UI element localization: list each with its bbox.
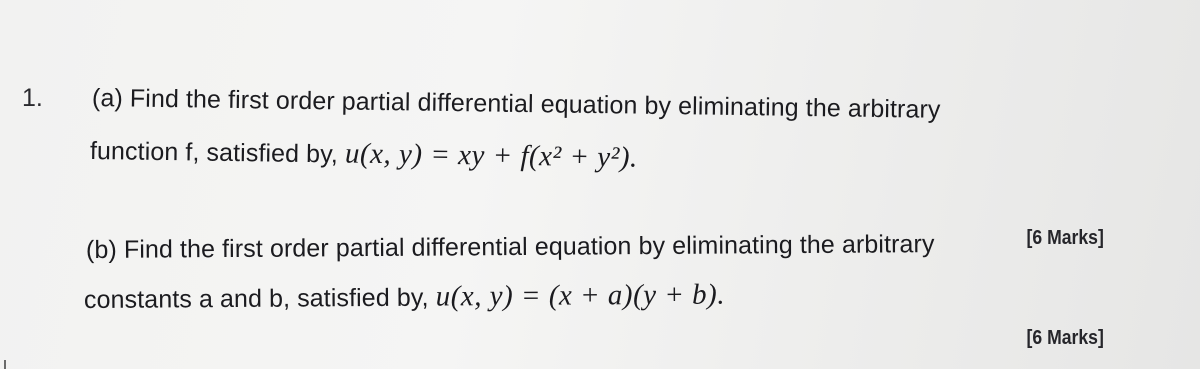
part-a-marks: [6 Marks] <box>1026 227 1104 249</box>
part-a-line-2 <box>90 134 638 175</box>
part-a-line-1: (a) Find the first order partial differential equation by eliminating the arbitrary <box>91 84 941 124</box>
part-a-line-2-text: function f, satisfied by, <box>89 137 346 169</box>
part-a-equation: u(x, y) = xy + f(x² + y²). <box>344 137 638 174</box>
part-b-equation: u(x, y) = (x + a)(y + b). <box>435 278 726 313</box>
part-b-line-1: (b) Find the first order partial differential equation by eliminating the arbitrary <box>85 230 935 264</box>
part-b-marks: [6 Marks] <box>1026 327 1104 349</box>
question-number: 1. <box>22 84 43 112</box>
part-b-line-2-text: constants a and b, satisfied by, <box>83 283 436 314</box>
edge-mark <box>4 360 6 369</box>
part-b-line-2 <box>84 279 725 316</box>
